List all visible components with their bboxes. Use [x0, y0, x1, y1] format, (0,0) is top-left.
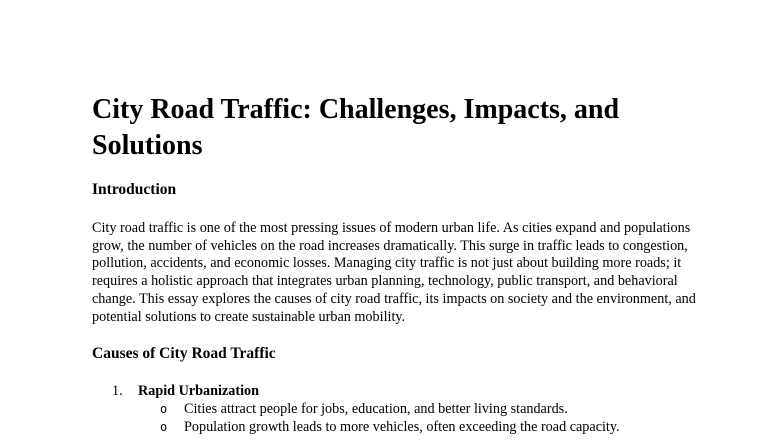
causes-list	[92, 383, 698, 436]
bullet-icon: o	[160, 419, 168, 434]
page-title: City Road Traffic: Challenges, Impacts, and Solutions	[92, 94, 620, 161]
sub-list-item	[138, 419, 698, 437]
list-item	[92, 383, 698, 436]
introduction-paragraph: City road traffic is one of the most pressing issues of modern urban life. As cities expand and populations grow, the number of vehicles on the road increases dramatically. This surge in traffic leads to congestion, pollution, accidents, and economic losses. Managing city traffic is not just about building more roads; it requires a holistic approach that integrates urban planning, technology, public transport, and behavioral change. This essay explores the causes of city road traffic, its impacts on society and the environment, and potential solutions to create sustainable urban mobility.	[92, 220, 696, 325]
sub-list-item-text: Population growth leads to more vehicles, often exceeding the road capacity.	[184, 418, 620, 435]
introduction-heading: Introduction	[92, 181, 177, 198]
document-body	[92, 92, 698, 436]
sub-list-item-text: Cities attract people for jobs, education, and better living standards.	[184, 400, 568, 417]
list-item-label: Rapid Urbanization	[138, 383, 260, 400]
bullet-icon: o	[160, 401, 168, 416]
list-number: 1.	[112, 383, 123, 400]
causes-heading: Causes of City Road Traffic	[92, 345, 276, 363]
sub-list	[138, 401, 698, 436]
sub-list-item	[138, 401, 698, 419]
